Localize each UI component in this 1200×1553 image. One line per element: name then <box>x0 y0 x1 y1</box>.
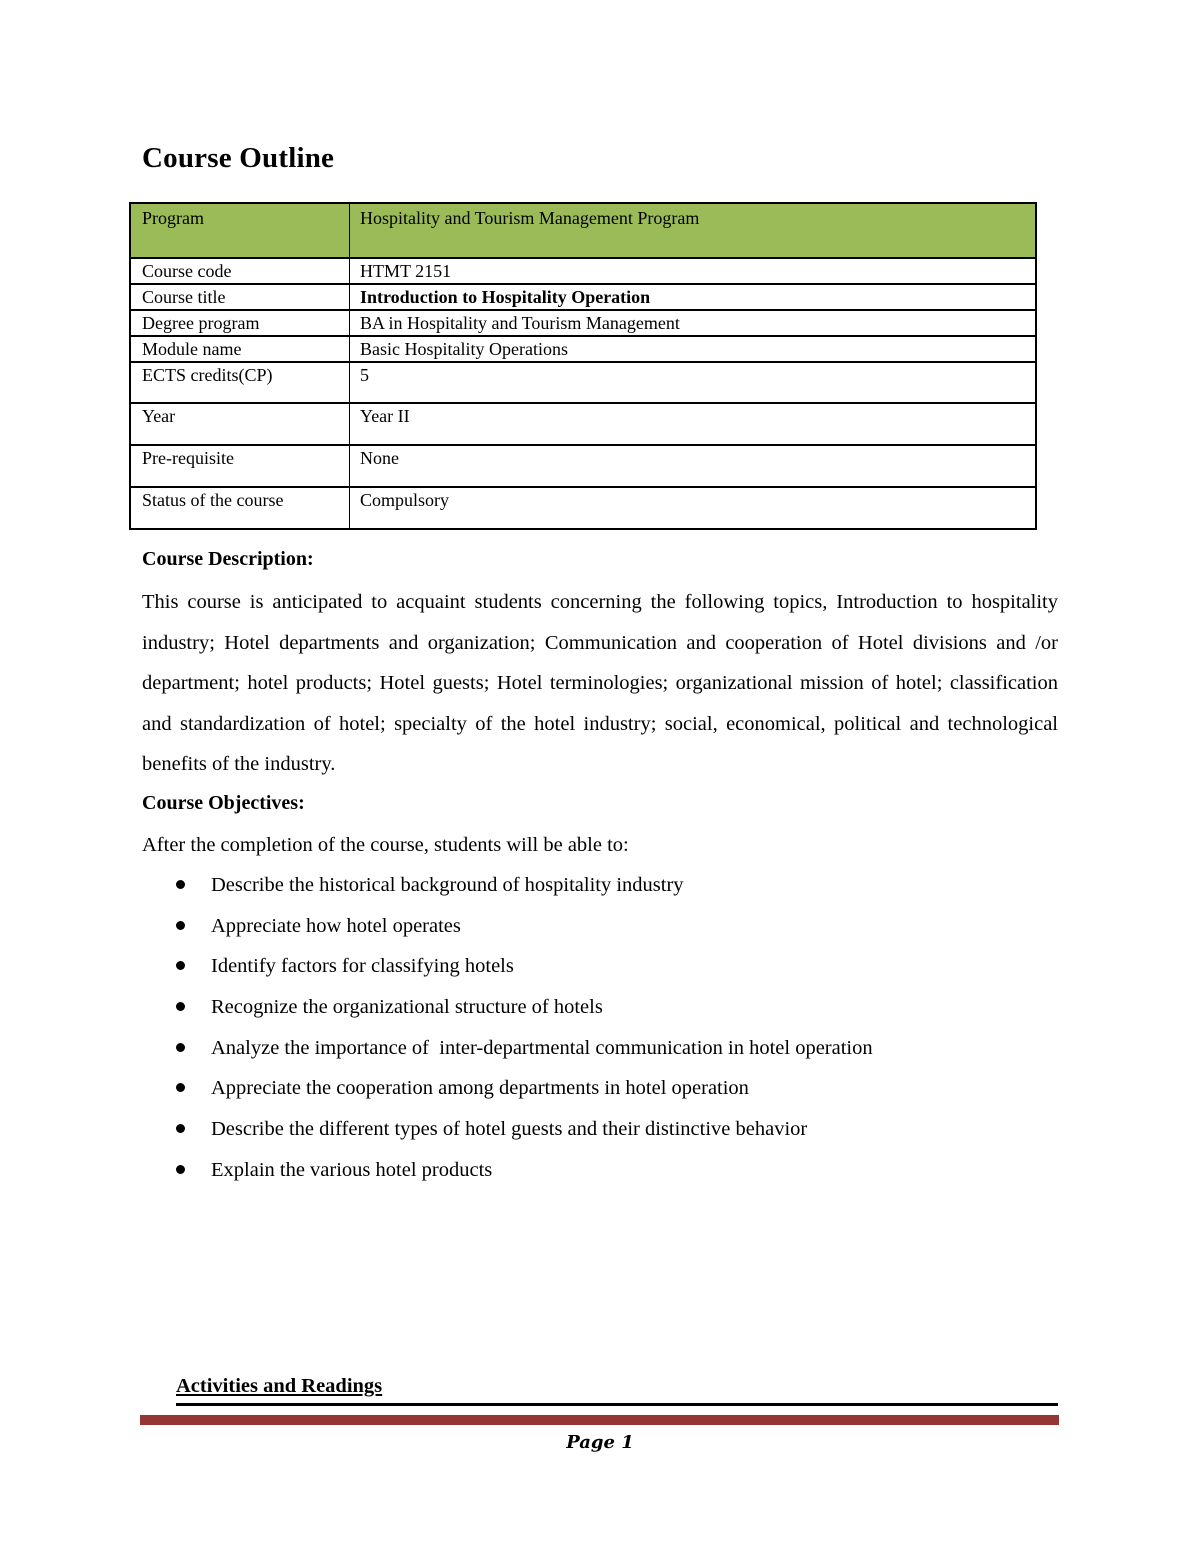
table-value: Compulsory <box>350 487 1037 529</box>
table-row-program <box>130 203 1036 258</box>
course-description-text: This course is anticipated to acquaint students concerning the following topics, Introduction to hospitality industry; Hotel departments and organization; Communication and cooperation of Hotel divisions and /or department; hotel products; Hotel guests; Hotel terminologies; organizational mission of hotel; classification and standardization of hotel; specialty of the hotel industry; social, economical, political and technological benefits of the industry. <box>142 591 1058 776</box>
page-number: Page 1 <box>566 1432 634 1453</box>
activities-heading: Activities and Readings <box>176 1375 383 1397</box>
course-info-table <box>129 202 1037 530</box>
course-objectives-heading: Course Objectives: <box>142 792 305 814</box>
course-description-heading: Course Description: <box>142 548 314 570</box>
objective-text: Explain the various hotel products <box>211 1158 493 1181</box>
footer-divider-thick <box>140 1415 1059 1425</box>
bullet-icon <box>176 1124 185 1133</box>
table-value: None <box>350 445 1037 487</box>
table-row-year <box>130 403 1036 445</box>
bullet-icon <box>176 1043 185 1052</box>
table-row-ects-credits <box>130 362 1036 403</box>
table-value: HTMT 2151 <box>350 258 1037 284</box>
list-item <box>172 948 873 989</box>
objective-text: Recognize the organizational structure of hotels <box>211 996 603 1019</box>
bullet-icon <box>176 880 185 889</box>
table-value: BA in Hospitality and Tourism Management <box>350 310 1037 336</box>
table-value: 5 <box>350 362 1037 403</box>
table-label: Course title <box>130 284 350 310</box>
objective-text: Identify factors for classifying hotels <box>211 955 514 978</box>
list-item <box>172 1152 873 1193</box>
table-row-degree-program <box>130 310 1036 336</box>
objective-text: Describe the historical background of hospitality industry <box>211 874 684 896</box>
table-value: Basic Hospitality Operations <box>350 336 1037 362</box>
table-label: Degree program <box>130 310 350 336</box>
objectives-intro: After the completion of the course, students will be able to: <box>142 834 629 856</box>
table-label: Status of the course <box>130 487 350 529</box>
table-value: Hospitality and Tourism Management Program <box>350 203 1037 258</box>
bullet-icon <box>176 1165 185 1174</box>
objective-text: Appreciate the cooperation among departments in hotel operation <box>211 1077 749 1100</box>
list-item <box>172 989 873 1030</box>
table-label: Course code <box>130 258 350 284</box>
table-value: Introduction to Hospitality Operation <box>350 284 1037 310</box>
table-label: Program <box>130 203 350 258</box>
table-label: ECTS credits(CP) <box>130 362 350 403</box>
bullet-icon <box>176 1002 185 1011</box>
bullet-icon <box>176 921 185 930</box>
table-value: Year II <box>350 403 1037 445</box>
objective-text: Describe the different types of hotel guests and their distinctive behavior <box>211 1118 808 1141</box>
table-row-course-title <box>130 284 1036 310</box>
page-title: Course Outline <box>142 142 335 174</box>
list-item <box>172 1070 873 1111</box>
table-label: Module name <box>130 336 350 362</box>
list-item <box>172 908 873 949</box>
table-label: Year <box>130 403 350 445</box>
list-item <box>172 1030 873 1071</box>
objective-text: Analyze the importance of inter-departmental communication in hotel operation <box>211 1036 873 1059</box>
objectives-list <box>172 867 873 1193</box>
table-row-module-name <box>130 336 1036 362</box>
footer-divider-thin <box>176 1403 1058 1406</box>
table-row-course-code <box>130 258 1036 284</box>
list-item <box>172 1111 873 1152</box>
objective-text: Appreciate how hotel operates <box>211 914 461 937</box>
bullet-icon <box>176 961 185 970</box>
bullet-icon <box>176 1083 185 1092</box>
table-row-pre-requisite <box>130 445 1036 487</box>
table-row-status <box>130 487 1036 529</box>
table-label: Pre-requisite <box>130 445 350 487</box>
list-item <box>172 867 873 908</box>
